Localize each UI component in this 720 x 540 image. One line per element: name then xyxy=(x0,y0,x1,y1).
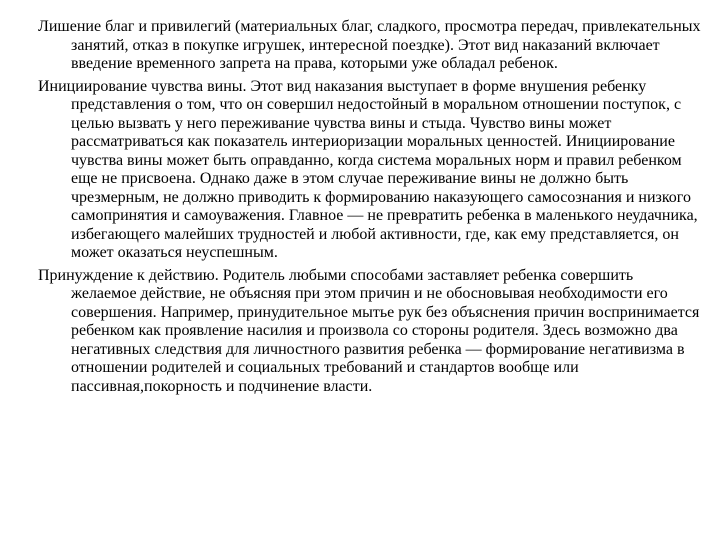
text-body xyxy=(38,18,702,400)
paragraph-deprivation: Лишение благ и привилегий (материальных благ, сладкого, просмотра передач, привлекательных занятий, отказ в покупке игрушек, интересной поездке). Этот вид наказаний включает введение временного запрета на права, которыми уже обладал ребенок. xyxy=(38,18,701,72)
paragraph-coercion: Принуждение к действию. Родитель любыми способами заставляет ребенка совершить желаемое действие, не объясняя при этом причин и не обосновывая необходимости его совершения. Например, принудительное мытье рук без объяснения причин воспринимается ребенком как проявление насилия и произвола со стороны родителя. Здесь возможно два негативных следствия для личностного развития ребенка — формирование негативизма в отношении родителей и социальных требований и стандартов вообще или пассивная,покорность и подчинение власти. xyxy=(38,266,700,395)
paragraph-guilt: Инициирование чувства вины. Этот вид наказания выступает в форме внушения ребенку представления о том, что он совершил недостойный в моральном отношении поступок, с целью вызвать у него переживание чувства вины и стыда. Чувство вины может рассматриваться как показатель интериоризации моральных ценностей. Инициирование чувства вины может быть оправданно, когда система моральных норм и правил ребенком еще не присвоена. Однако даже в этом случае переживание вины не должно быть чрезмерным, не должно приводить к формированию наказующего самосознания и низкого самопринятия и самоуважения. Главное — не превратить ребенка в маленького неудачника, избегающего малейших трудностей и любой активности, где, как ему представляется, он может оказаться неуспешным. xyxy=(38,77,698,261)
